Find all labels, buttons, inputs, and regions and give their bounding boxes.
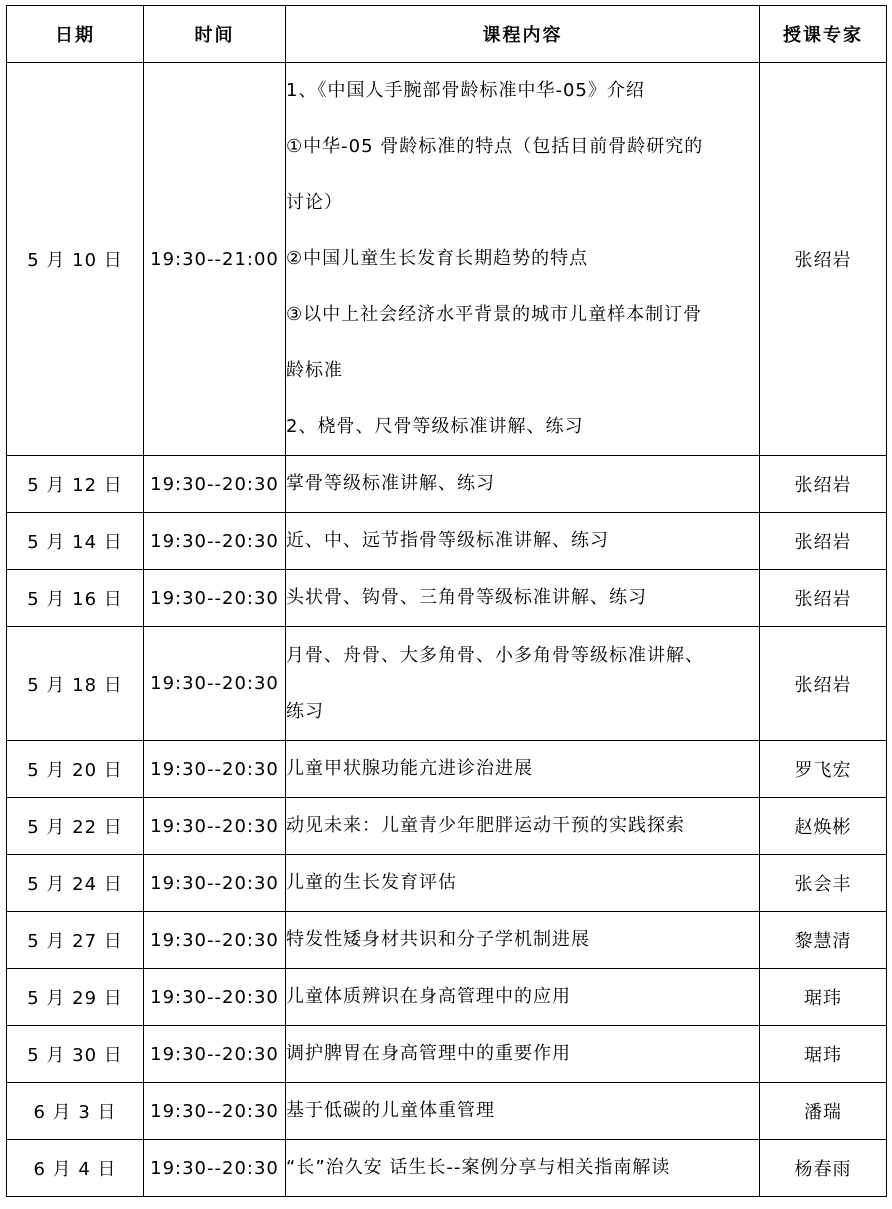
row-content xyxy=(286,513,760,570)
content-line: 练习 xyxy=(286,700,324,722)
row-expert: 琚玮 xyxy=(760,1026,887,1083)
content-line: 儿童甲状腺功能亢进诊治进展 xyxy=(286,758,533,779)
content-line: 基于低碳的儿童体重管理 xyxy=(286,1100,495,1121)
row-expert: 张绍岩 xyxy=(760,570,887,627)
row-content xyxy=(286,1140,760,1197)
header-date: 日期 xyxy=(7,6,144,63)
row-date: 5 月 16 日 xyxy=(7,570,144,627)
content-line: “长”治久安 话生长--案例分享与相关指南解读 xyxy=(286,1157,671,1178)
content-line: 头状骨、钩骨、三角骨等级标准讲解、练习 xyxy=(286,587,647,608)
table-row xyxy=(7,969,887,1026)
content-line: 1、《中国人手腕部骨龄标准中华-05》介绍 xyxy=(286,80,645,101)
row-time: 19:30--20:30 xyxy=(144,912,286,969)
table-header-row xyxy=(7,6,887,63)
content-line: 儿童的生长发育评估 xyxy=(286,872,457,893)
row-date: 6 月 3 日 xyxy=(7,1083,144,1140)
row-time: 19:30--20:30 xyxy=(144,513,286,570)
table-row xyxy=(7,456,887,513)
row-expert: 罗飞宏 xyxy=(760,741,887,798)
row-expert: 杨春雨 xyxy=(760,1140,887,1197)
row-content xyxy=(286,63,760,456)
content-line: 调护脾胃在身高管理中的重要作用 xyxy=(286,1043,571,1064)
content-line: 月骨、舟骨、大多角骨、小多角骨等级标准讲解、 xyxy=(286,644,704,666)
row-expert: 张绍岩 xyxy=(760,627,887,741)
row-date: 5 月 14 日 xyxy=(7,513,144,570)
row-content xyxy=(286,570,760,627)
row-time: 19:30--20:30 xyxy=(144,1140,286,1197)
row-content xyxy=(286,627,760,741)
row-date: 5 月 18 日 xyxy=(7,627,144,741)
row-content xyxy=(286,798,760,855)
table-row xyxy=(7,741,887,798)
table-row xyxy=(7,1083,887,1140)
row-time: 19:30--20:30 xyxy=(144,855,286,912)
row-date: 5 月 20 日 xyxy=(7,741,144,798)
row-expert: 张会丰 xyxy=(760,855,887,912)
content-line: 讨论） xyxy=(286,192,343,213)
header-expert: 授课专家 xyxy=(760,6,887,63)
row-content xyxy=(286,1083,760,1140)
content-line: 儿童体质辨识在身高管理中的应用 xyxy=(286,986,571,1007)
row-content xyxy=(286,912,760,969)
table-row xyxy=(7,570,887,627)
row-content xyxy=(286,969,760,1026)
table-row xyxy=(7,513,887,570)
content-line: 龄标准 xyxy=(286,360,343,381)
row-time: 19:30--20:30 xyxy=(144,798,286,855)
table-row xyxy=(7,798,887,855)
content-line: 近、中、远节指骨等级标准讲解、练习 xyxy=(286,530,609,551)
row-date: 5 月 10 日 xyxy=(7,63,144,456)
content-line: ②中国儿童生长发育长期趋势的特点 xyxy=(286,248,589,269)
row-time: 19:30--20:30 xyxy=(144,1026,286,1083)
row-content xyxy=(286,855,760,912)
row-time: 19:30--20:30 xyxy=(144,570,286,627)
content-line: ③以中上社会经济水平背景的城市儿童样本制订骨 xyxy=(286,304,703,325)
table-row xyxy=(7,855,887,912)
row-expert: 赵焕彬 xyxy=(760,798,887,855)
row-date: 5 月 27 日 xyxy=(7,912,144,969)
row-content xyxy=(286,741,760,798)
header-content: 课程内容 xyxy=(286,6,760,63)
row-time: 19:30--20:30 xyxy=(144,456,286,513)
row-expert: 潘瑞 xyxy=(760,1083,887,1140)
table-row xyxy=(7,63,887,456)
content-line: 动见未来：儿童青少年肥胖运动干预的实践探索 xyxy=(286,815,685,836)
row-expert: 张绍岩 xyxy=(760,456,887,513)
row-date: 5 月 22 日 xyxy=(7,798,144,855)
row-content xyxy=(286,456,760,513)
course-schedule-table xyxy=(6,5,887,1197)
row-date: 5 月 24 日 xyxy=(7,855,144,912)
content-line: ①中华-05 骨龄标准的特点（包括目前骨龄研究的 xyxy=(286,136,704,157)
row-time: 19:30--20:30 xyxy=(144,627,286,741)
table-row xyxy=(7,1140,887,1197)
content-line: 2、桡骨、尺骨等级标准讲解、练习 xyxy=(286,416,584,437)
row-expert: 琚玮 xyxy=(760,969,887,1026)
row-time: 19:30--20:30 xyxy=(144,969,286,1026)
table-row xyxy=(7,912,887,969)
header-time: 时间 xyxy=(144,6,286,63)
row-time: 19:30--20:30 xyxy=(144,1083,286,1140)
content-line: 掌骨等级标准讲解、练习 xyxy=(286,473,495,494)
row-date: 6 月 4 日 xyxy=(7,1140,144,1197)
row-expert: 张绍岩 xyxy=(760,513,887,570)
table-row xyxy=(7,1026,887,1083)
content-line: 特发性矮身材共识和分子学机制进展 xyxy=(286,929,590,950)
table-row xyxy=(7,627,887,741)
row-expert: 张绍岩 xyxy=(760,63,887,456)
row-time: 19:30--20:30 xyxy=(144,741,286,798)
row-date: 5 月 30 日 xyxy=(7,1026,144,1083)
row-time: 19:30--21:00 xyxy=(144,63,286,456)
row-content xyxy=(286,1026,760,1083)
row-expert: 黎慧清 xyxy=(760,912,887,969)
row-date: 5 月 12 日 xyxy=(7,456,144,513)
row-date: 5 月 29 日 xyxy=(7,969,144,1026)
